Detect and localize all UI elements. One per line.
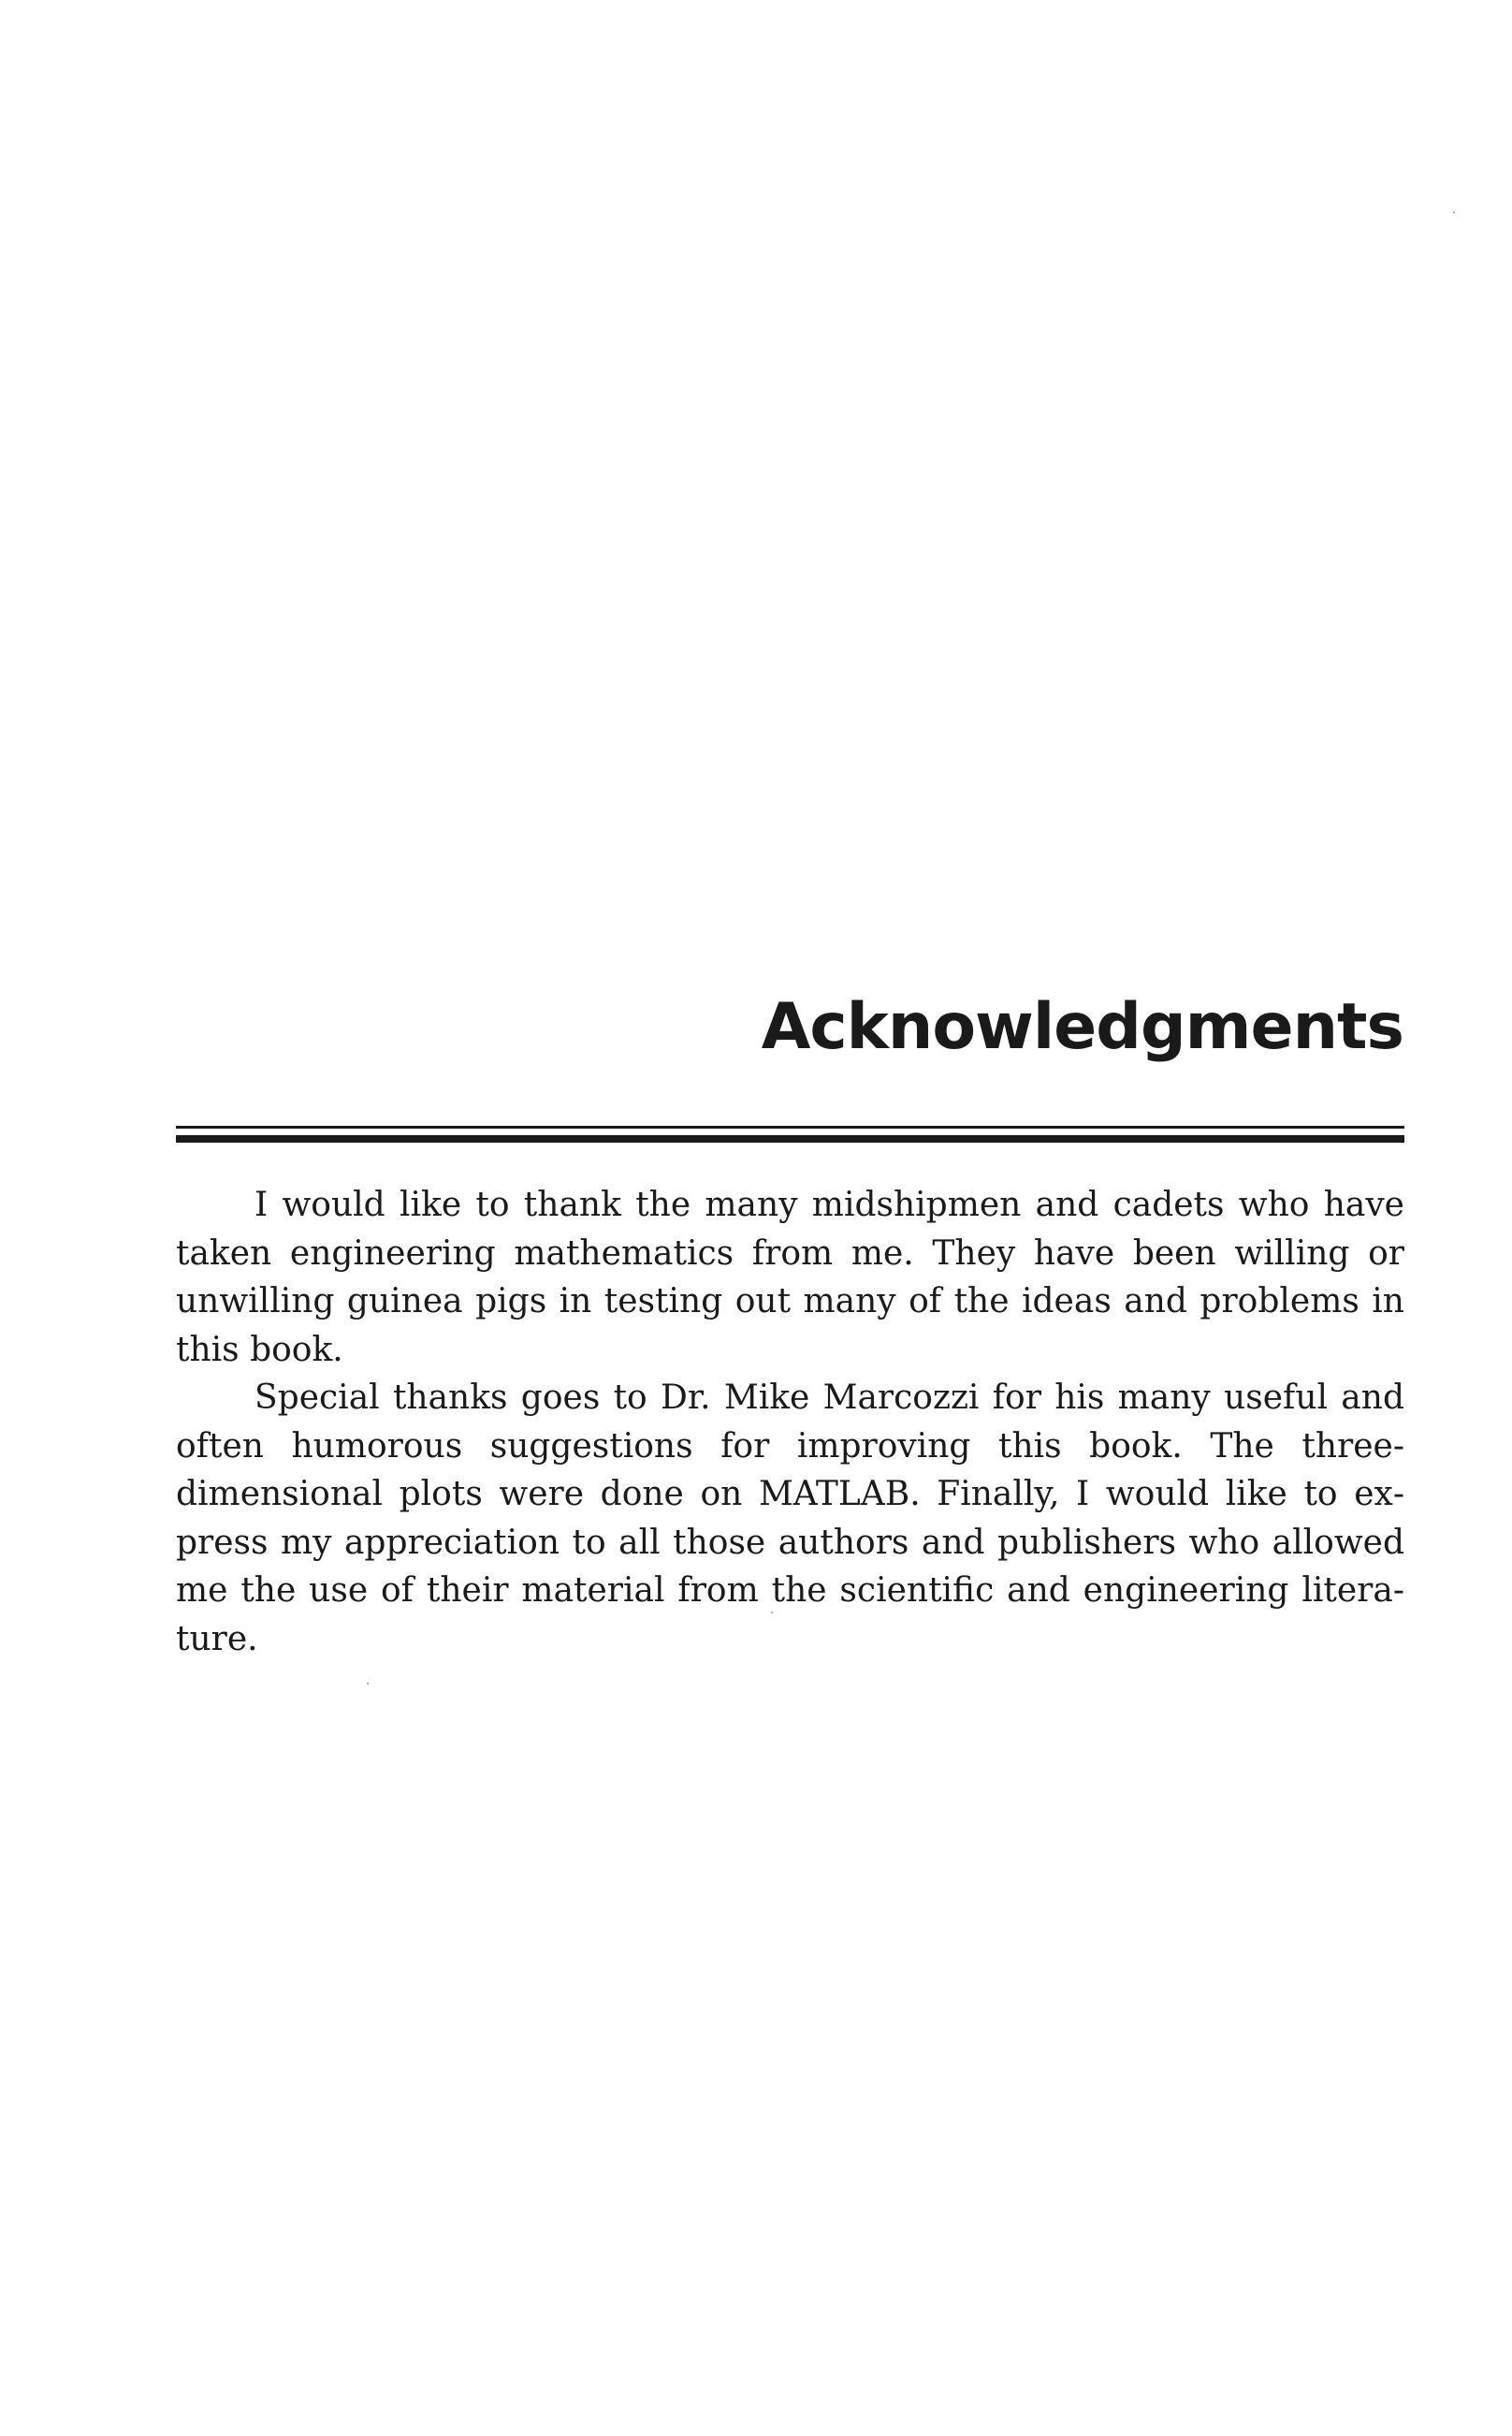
title-rule-thin [176,1126,1404,1129]
paragraph-2: Special thanks goes to Dr. Mike Marcozzi for his many useful and often humorous suggestions for improving this book. The threedimensional plots were done on MATLAB. Finally, I would like to express my appreciation to all those authors and publishers who allowed me the use of their material from the scientific and engineering literature. [176,1378,1404,1658]
body-text [176,1181,1404,1663]
paragraph-1: I would like to thank the many midshipmen and cadets who have taken engineering mathematics from me. They have been willing or unwilling guinea pigs in testing out many of the ideas and problems in this book. [176,1186,1404,1369]
chapter-title: Acknowledgments [761,990,1403,1064]
title-rule-thick [176,1135,1404,1143]
